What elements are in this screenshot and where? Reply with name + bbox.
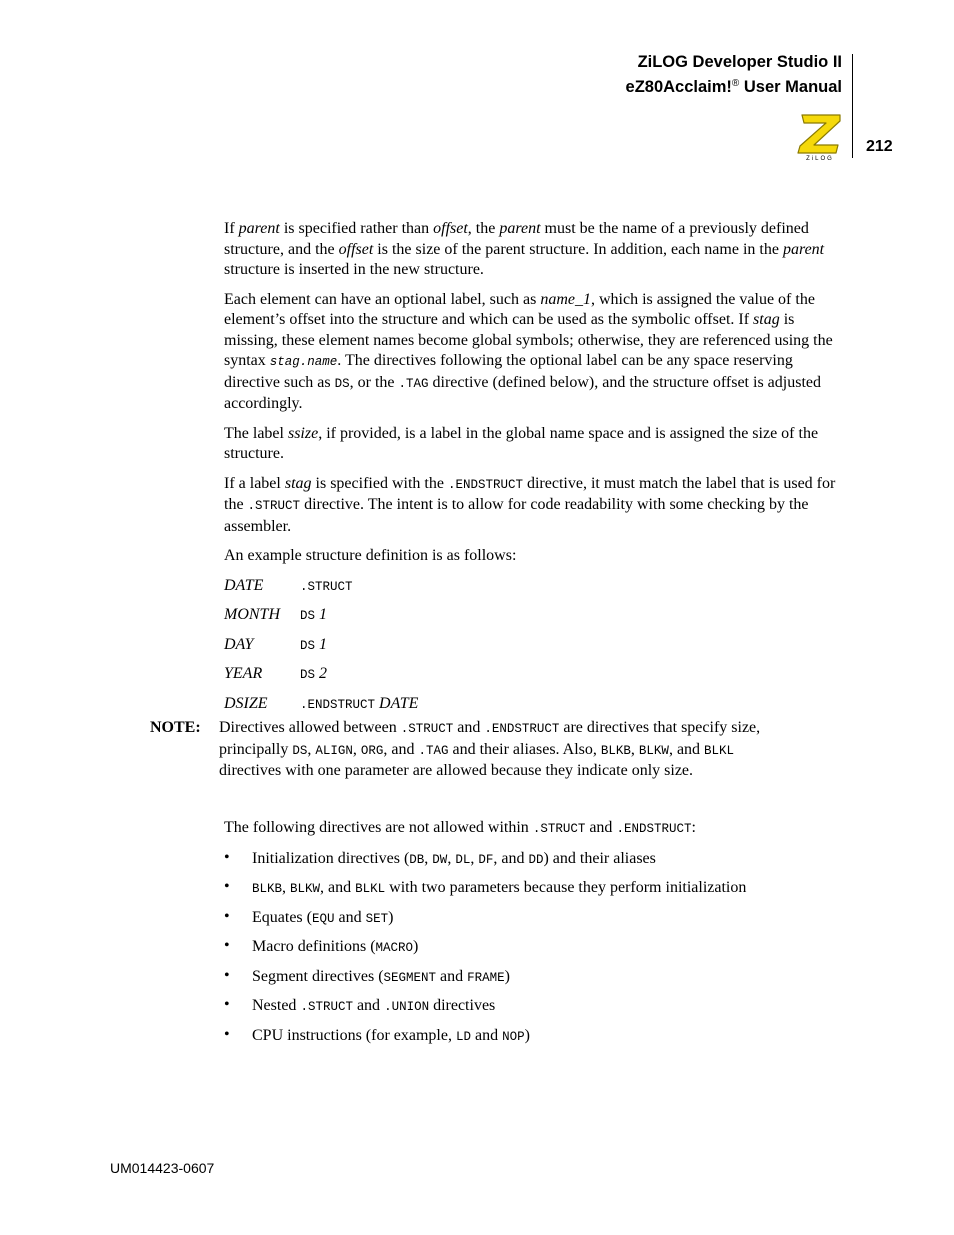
- zilog-logo-icon: [796, 113, 844, 161]
- list-item: • CPU instructions (for example, LD and NOP): [224, 1025, 530, 1044]
- bullet-icon: •: [224, 907, 230, 925]
- paragraph-stag: If a label stag is specified with the .ENDSTRUCT directive, it must match the label that is used for the .STRUCT directive. The intent is to allow for code readability with some checking by the assembler.: [224, 474, 836, 535]
- bullet-icon: •: [224, 878, 230, 895]
- bullet-list: [224, 849, 864, 1047]
- code-line: DAY DS 1: [224, 635, 328, 653]
- bullet-icon: •: [224, 1025, 230, 1043]
- paragraph-not-allowed: The following directives are not allowed within .STRUCT and .ENDSTRUCT:: [224, 819, 696, 836]
- main-content: [224, 219, 844, 723]
- list-item: • Segment directives (SEGMENT and FRAME): [224, 966, 510, 985]
- code-line: MONTH DS 1: [224, 606, 328, 623]
- bullet-icon: •: [224, 848, 230, 866]
- note-label: NOTE:: [150, 719, 201, 736]
- code-line: YEAR DS 2: [224, 665, 328, 682]
- logo-text: ZiLOG: [806, 156, 834, 161]
- list-item: • BLKB, BLKW, and BLKL with two parameters because they perform initialization: [224, 878, 747, 896]
- code-line: DSIZE .ENDSTRUCT DATE: [224, 694, 419, 712]
- registered-mark: ®: [731, 78, 740, 89]
- header-title: [626, 52, 842, 98]
- code-line: DATE .STRUCT: [224, 576, 353, 594]
- header-manual-name: User Manual: [739, 78, 842, 96]
- paragraph-parent: If parent is specified rather than offset, the parent must be the name of a previously defined structure, and the offset is the size of the parent structure. In addition, each name in the parent structure is inserted in the new structure.: [224, 220, 825, 278]
- list-item: • Macro definitions (MACRO): [224, 937, 419, 955]
- page-number: 212: [866, 138, 893, 155]
- paragraph-element-label: Each element can have an optional label, such as name_1, which is assigned the value of the element’s offset into the structure and which can be used as the symbolic offset. If stag is missing, these element names become global symbols; otherwise, they are referenced using the syntax stag.name. The directives following the optional label can be any space reserving directive such as DS, or the .TAG directive (defined below), and the structure offset is adjusted accordingly.: [224, 290, 833, 412]
- list-item: • Initialization directives (DB, DW, DL, DF, and DD) and their aliases: [224, 848, 656, 867]
- document-id-footer: UM014423-0607: [110, 1160, 215, 1176]
- bullet-icon: •: [224, 937, 230, 954]
- code-example: [224, 576, 844, 715]
- header-product-name: eZ80Acclaim!: [625, 78, 732, 96]
- bullet-icon: •: [224, 996, 230, 1013]
- list-item: • Equates (EQU and SET): [224, 907, 394, 926]
- header-divider: [852, 54, 853, 158]
- note-text: Directives allowed between .STRUCT and .ENDSTRUCT are directives that specify size, principally DS, ALIGN, ORG, and .TAG and their aliases. Also, BLKB, BLKW, and BLKL directives with one parameter are allowed because they indicate only size.: [219, 719, 761, 779]
- paragraph-ssize: The label ssize, if provided, is a label in the global name space and is assigned the size of the structure.: [224, 424, 819, 462]
- bullet-icon: •: [224, 966, 230, 984]
- header-product-line: ZiLOG Developer Studio II: [637, 53, 842, 71]
- restrictions-section: [224, 818, 864, 1055]
- paragraph-example-intro: An example structure definition is as follows:: [224, 547, 517, 564]
- header-manual-line: [626, 73, 842, 98]
- list-item: • Nested .STRUCT and .UNION directives: [224, 996, 496, 1014]
